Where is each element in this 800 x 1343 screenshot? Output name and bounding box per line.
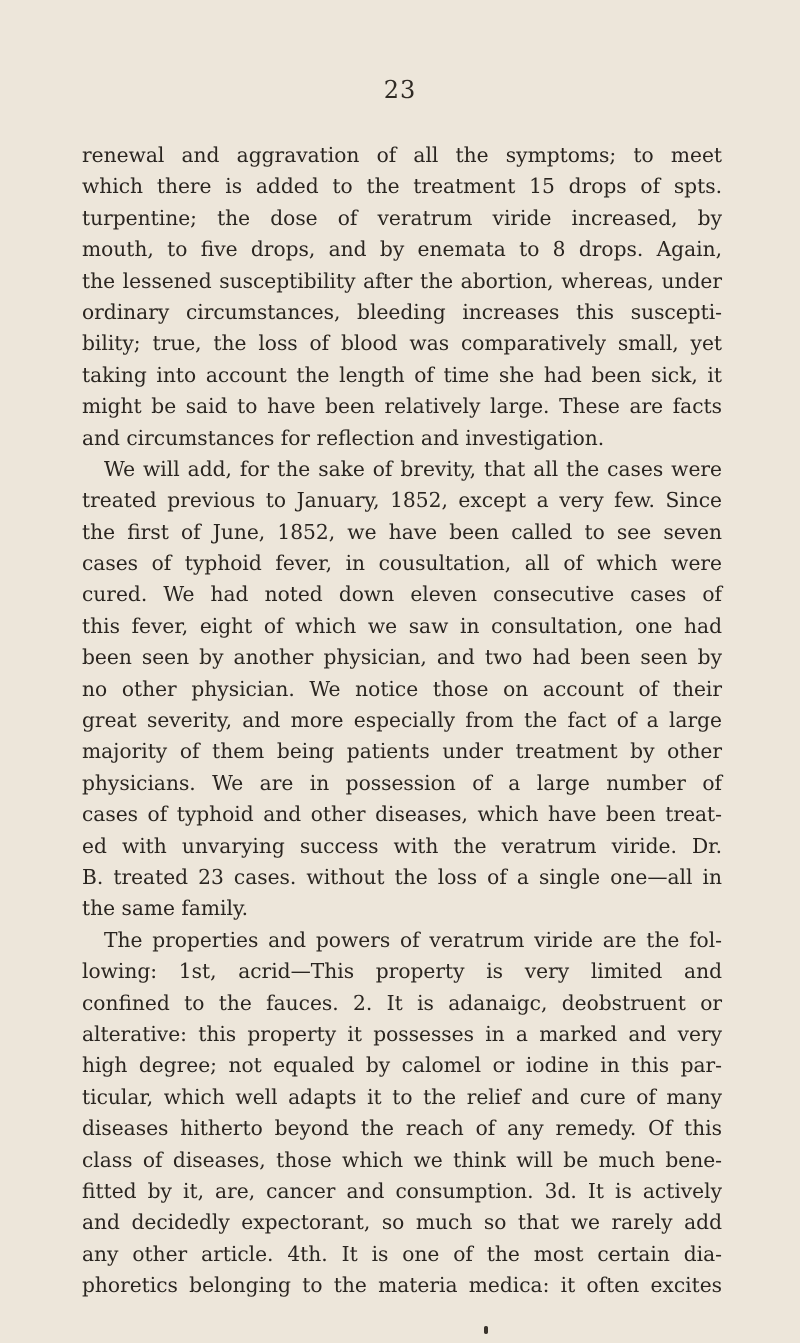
text-line: mouth, to five drops, and by enemata to 8 drops. Again,	[82, 237, 722, 262]
text-line: B. treated 23 cases. without the loss of a single one—all in	[82, 864, 722, 889]
text-line: physicians. We are in possession of a large number of	[82, 770, 722, 795]
text-line: any other article. 4th. It is one of the most certain dia-	[82, 1241, 722, 1266]
text-line: high degree; not equaled by calomel or iodine in this par-	[82, 1053, 722, 1078]
text-line: class of diseases, those which we think will be much bene-	[82, 1147, 722, 1172]
text-line: cases of typhoid fever, in cousultation, all of which were	[82, 551, 722, 576]
text-line: turpentine; the dose of veratrum viride increased, by	[82, 205, 722, 230]
text-line: no other physician. We notice those on account of their	[82, 676, 722, 701]
body-text	[82, 140, 722, 1301]
paragraph-start: We will add, for the sake of brevity, that all the cases were	[104, 456, 722, 481]
text-line: and decidedly expectorant, so much so that we rarely add	[82, 1210, 722, 1235]
text-line: diseases hitherto beyond the reach of any remedy. Of this	[82, 1116, 722, 1141]
text-line: cases of typhoid and other diseases, which have been treat-	[82, 802, 722, 827]
text-line: great severity, and more especially from the fact of a large	[82, 708, 722, 733]
text-line: and circumstances for reflection and investigation.	[82, 425, 605, 450]
text-line: taking into account the length of time she had been sick, it	[82, 362, 722, 387]
text-line: which there is added to the treatment 15 drops of spts.	[82, 174, 722, 199]
page-number: 23	[383, 76, 417, 104]
text-line: bility; true, the loss of blood was comparatively small, yet	[82, 331, 722, 356]
text-line: alterative: this property it possesses in a marked and very	[82, 1021, 722, 1046]
text-line: confined to the fauces. 2. It is adanaigc, deobstruent or	[82, 990, 722, 1015]
text-line: phoretics belonging to the materia medica: it often excites	[82, 1273, 722, 1298]
text-line: this fever, eight of which we saw in consultation, one had	[82, 613, 722, 638]
text-line: ordinary circumstances, bleeding increases this suscepti-	[82, 299, 722, 324]
text-line: cured. We had noted down eleven consecutive cases of	[82, 582, 722, 607]
text-line: renewal and aggravation of all the symptoms; to meet	[82, 143, 722, 167]
text-line: fitted by it, are, cancer and consumption. 3d. It is actively	[82, 1178, 722, 1203]
text-line: ed with unvarying success with the veratrum viride. Dr.	[82, 833, 722, 858]
text-line: lowing: 1st, acrid—This property is very limited and	[82, 959, 722, 984]
text-line: the lessened susceptibility after the abortion, whereas, under	[82, 268, 722, 293]
text-line: the same family.	[82, 896, 249, 921]
text-line: ticular, which well adapts it to the relief and cure of many	[82, 1084, 722, 1109]
text-line: majority of them being patients under treatment by other	[82, 739, 722, 764]
text-line: treated previous to January, 1852, except a very few. Since	[82, 488, 722, 513]
paragraph-start: The properties and powers of veratrum viride are the fol-	[104, 927, 722, 952]
text-line: might be said to have been relatively large. These are facts	[82, 394, 722, 419]
text-line: been seen by another physician, and two had been seen by	[82, 645, 722, 670]
ink-speck	[484, 1326, 488, 1334]
text-line: the first of June, 1852, we have been called to see seven	[82, 519, 722, 544]
